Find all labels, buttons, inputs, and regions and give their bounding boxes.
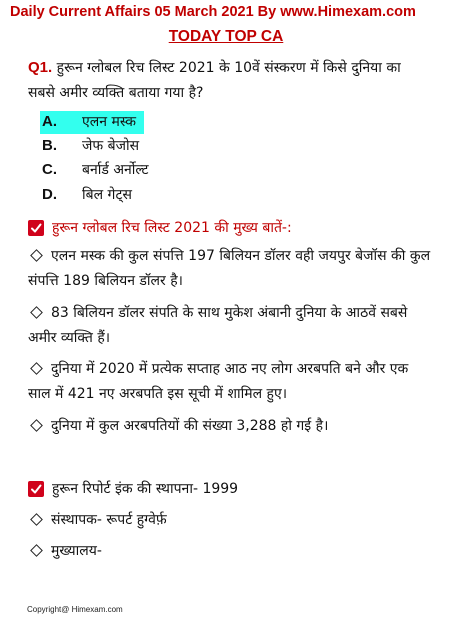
key-point-text: एलन मस्क की कुल संपत्ति 197 बिलियन डॉलर वही जयपुर बेजॉस की कुल संपत्ति 189 बिलियन डॉलर है। — [28, 248, 431, 289]
question-text: हुरून ग्लोबल रिच लिस्ट 2021 के 10वें संस्करण में किसे दुनिया का सबसे अमीर व्यक्ति बताया गया है? — [28, 60, 401, 101]
question-number: Q1. — [28, 59, 53, 76]
diamond-bullet-icon — [30, 249, 43, 262]
diamond-bullet-icon — [30, 419, 43, 432]
banner-title: TODAY TOP CA — [168, 28, 284, 45]
diamond-bullet-icon — [30, 544, 43, 557]
report-heading — [28, 479, 238, 498]
report-item-text: संस्थापक- रूपर्ट हुग्वेर्फ़ — [51, 512, 167, 528]
key-point-item — [28, 301, 433, 351]
option-text: जेफ बेजोस — [82, 138, 140, 154]
report-heading-text: हुरून रिपोर्ट इंक की स्थापना- 1999 — [52, 481, 239, 497]
page-header-title: Daily Current Affairs 05 March 2021 By www.Himexam.com — [10, 4, 416, 20]
key-point-item — [28, 357, 433, 407]
diamond-bullet-icon — [30, 306, 43, 319]
question-block — [28, 55, 428, 106]
option-letter: B. — [42, 137, 57, 154]
option-a — [40, 111, 144, 134]
option-b — [40, 136, 139, 158]
report-item-headquarters — [28, 541, 102, 560]
key-point-text: दुनिया में 2020 में प्रत्येक सप्ताह आठ नए लोग अरबपति बने और एक साल में 421 नए अरबपति इस सूची में शामिल हुए। — [28, 361, 409, 402]
option-c — [40, 160, 149, 182]
option-text: बिल गेट्स — [82, 187, 132, 203]
diamond-bullet-icon — [30, 513, 43, 526]
option-text: एलन मस्क — [82, 114, 137, 130]
key-points-heading-text: हुरून ग्लोबल रिच लिस्ट 2021 की मुख्य बातें-: — [52, 220, 292, 236]
report-item-text: मुख्यालय- — [51, 543, 102, 559]
option-text: बर्नार्ड अर्नोल्ट — [82, 162, 149, 178]
key-point-item — [28, 414, 433, 439]
checkbox-check-icon — [28, 220, 44, 236]
option-d — [40, 185, 132, 207]
key-point-item — [28, 244, 433, 294]
option-letter: C. — [42, 161, 57, 178]
key-points-heading — [28, 218, 292, 237]
option-letter: D. — [42, 186, 57, 203]
option-letter: A. — [42, 113, 57, 130]
report-item-founder — [28, 510, 167, 529]
footer-copyright: Copyright@ Himexam.com — [27, 605, 123, 614]
checkbox-check-icon — [28, 481, 44, 497]
key-point-text: 83 बिलियन डॉलर संपति के साथ मुकेश अंबानी दुनिया के आठवें सबसे अमीर व्यक्ति हैं। — [28, 305, 408, 346]
diamond-bullet-icon — [30, 362, 43, 375]
key-point-text: दुनिया में कुल अरबपतियों की संख्या 3,288 हो गई है। — [51, 418, 329, 434]
